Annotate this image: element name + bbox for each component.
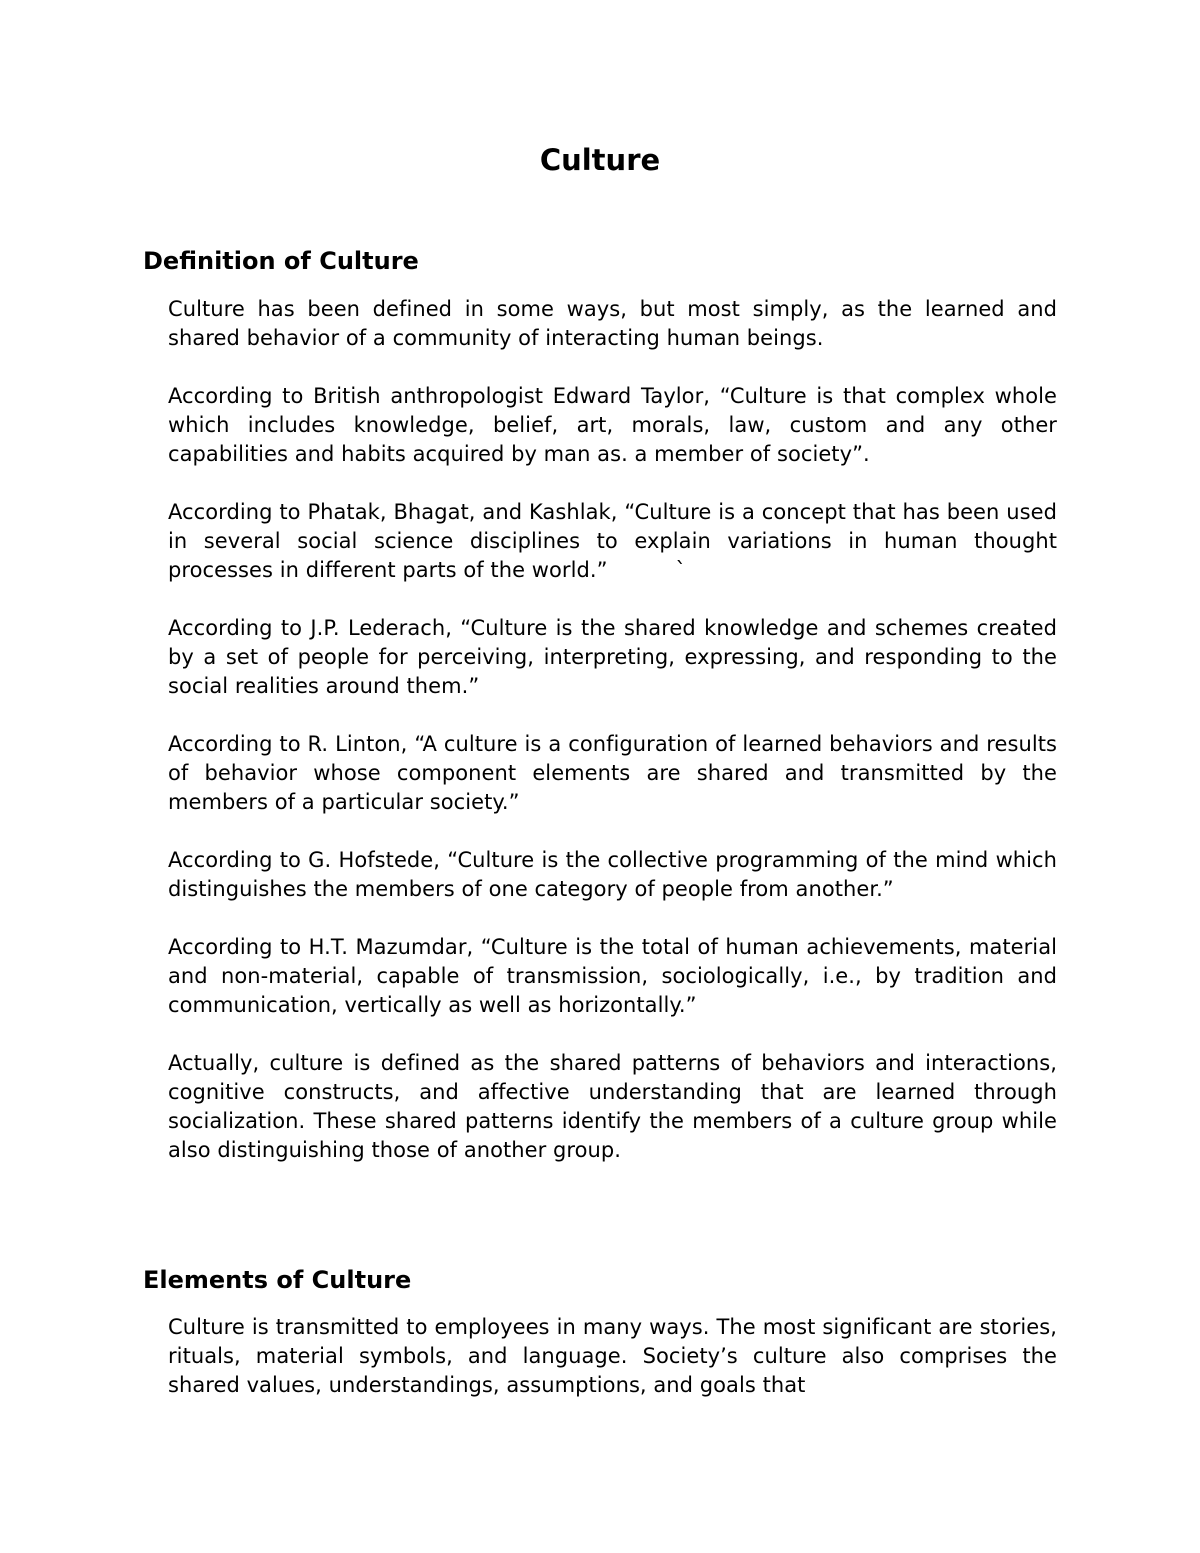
- paragraph-text: According to Phatak, Bhagat, and Kashlak, “Culture is a concept that has been used in several social science disciplines to explain variations in human thought processes in different parts of the world.”: [168, 500, 1057, 582]
- paragraph: [168, 498, 1057, 585]
- paragraph: Actually, culture is defined as the shared patterns of behaviors and interactions, cognitive constructs, and affective understanding that are learned through socialization. These shared patterns identify the members of a culture group while also distinguishing those of another group.: [168, 1051, 1057, 1162]
- definition-section-body: [168, 295, 1057, 1165]
- paragraph: According to British anthropologist Edward Taylor, “Culture is that complex whole which includes knowledge, belief, art, morals, law, custom and any other capabilities and habits acquired by man as. a member of society”.: [168, 384, 1057, 466]
- paragraph: Culture has been defined in some ways, but most simply, as the learned and shared behavior of a community of interacting human beings.: [168, 297, 1057, 350]
- stray-mark: `: [675, 558, 687, 582]
- paragraph: Culture is transmitted to employees in many ways. The most significant are stories, rituals, material symbols, and language. Society’s culture also comprises the shared values, understandings, assumptions, and goals that: [168, 1315, 1057, 1397]
- document-title: Culture: [539, 143, 661, 177]
- paragraph: According to J.P. Lederach, “Culture is the shared knowledge and schemes created by a set of people for perceiving, interpreting, expressing, and responding to the social realities around them.”: [168, 616, 1057, 698]
- elements-section-body: [168, 1313, 1057, 1400]
- paragraph: According to G. Hofstede, “Culture is the collective programming of the mind which distinguishes the members of one category of people from another.”: [168, 848, 1057, 901]
- paragraph: According to R. Linton, “A culture is a configuration of learned behaviors and results of behavior whose component elements are shared and transmitted by the members of a particular society.”: [168, 732, 1057, 814]
- section-heading-definition: Definition of Culture: [143, 247, 419, 275]
- section-heading-elements: Elements of Culture: [143, 1266, 412, 1294]
- paragraph: According to H.T. Mazumdar, “Culture is the total of human achievements, material and non-material, capable of transmission, sociologically, i.e., by tradition and communication, vertically as well as horizontally.”: [168, 935, 1057, 1017]
